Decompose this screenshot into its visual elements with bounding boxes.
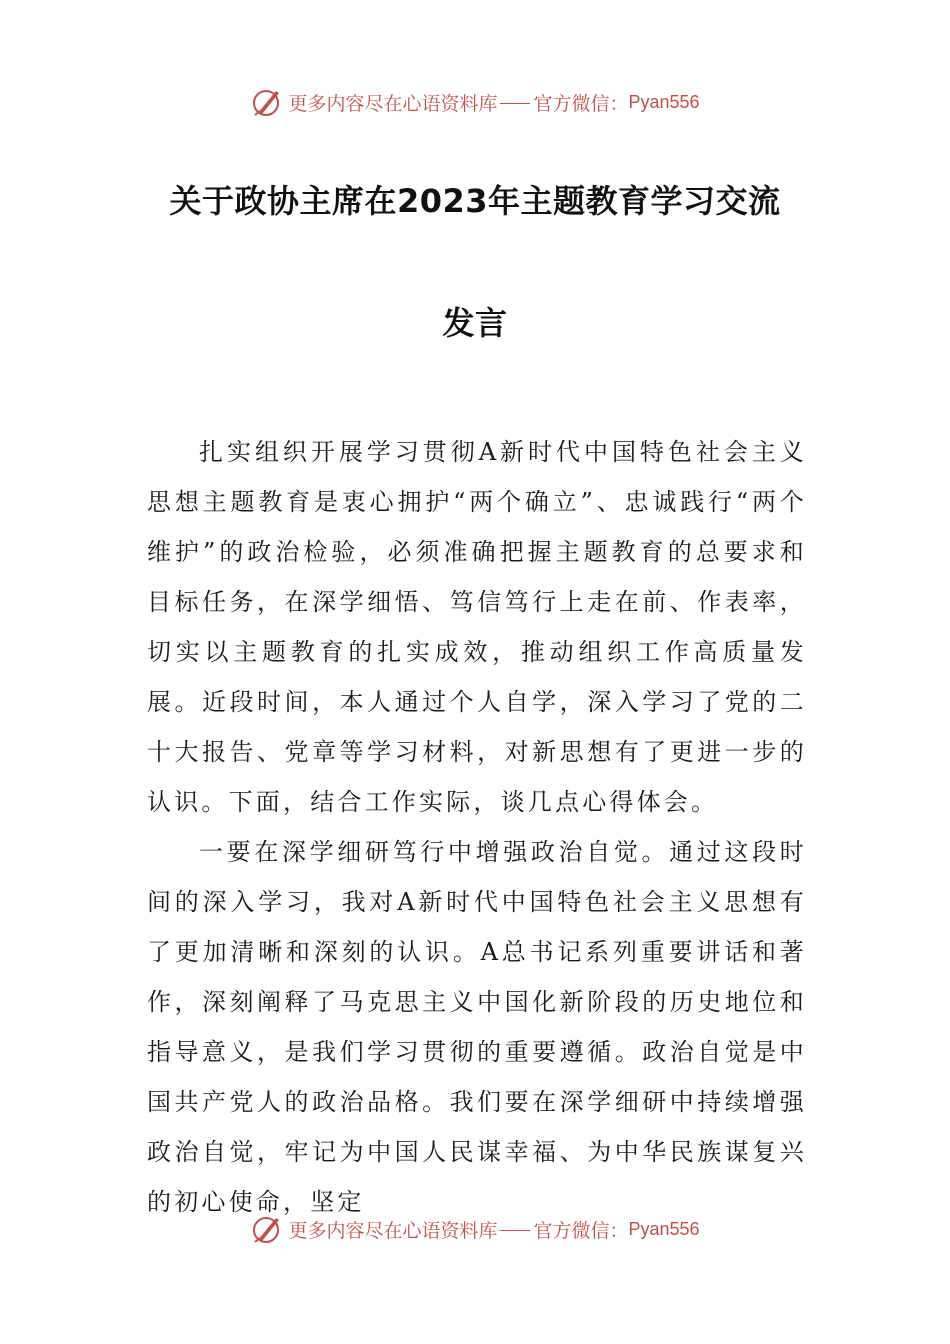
footer-banner-label: 官方微信： <box>533 1219 629 1242</box>
quill-logo-icon <box>250 85 284 119</box>
footer-banner-separator <box>500 1230 530 1231</box>
paragraph-point-one: 一要在深学细研笃行中增强政治自觉。通过这段时间的深入学习，我对A新时代中国特色社会主义思想有了更加清晰和深刻的认识。A总书记系列重要讲话和著作，深刻阐释了马克思主义中国化新阶段的历史地位和指导意义，是我们学习贯彻的重要遵循。政治自觉是中国共产党人的政治品格。我们要在深学细研中持续增强政治自觉，牢记为中国人民谋幸福、为中华民族谋复兴的初心使命，坚定 <box>147 838 807 1216</box>
document-title-line-1: 关于政协主席在2023年主题教育学习交流 <box>169 182 781 220</box>
footer-banner-text: 更多内容尽在心语资料库 <box>288 1219 498 1242</box>
footer-banner <box>0 1209 950 1249</box>
document-title-line-2: 发言 <box>442 304 508 342</box>
header-banner-text: 更多内容尽在心语资料库 <box>288 92 498 115</box>
footer-banner-account: Pyan556 <box>628 1218 700 1239</box>
header-banner-separator <box>500 103 530 104</box>
header-banner <box>0 82 950 122</box>
header-banner-label: 官方微信： <box>533 92 629 115</box>
document-body <box>147 427 807 1227</box>
paragraph-intro: 扎实组织开展学习贯彻A新时代中国特色社会主义思想主题教育是衷心拥护“两个确立”、忠诚践行“两个维护”的政治检验，必须准确把握主题教育的总要求和目标任务，在深学细悟、笃信笃行上走在前、作表率，切实以主题教育的扎实成效，推动组织工作高质量发展。近段时间，本人通过个人自学，深入学习了党的二十大报告、党章等学习材料，对新思想有了更进一步的认识。下面，结合工作实际，谈几点心得体会。 <box>147 438 807 816</box>
quill-logo-icon <box>250 1212 284 1246</box>
header-banner-account: Pyan556 <box>628 91 700 112</box>
